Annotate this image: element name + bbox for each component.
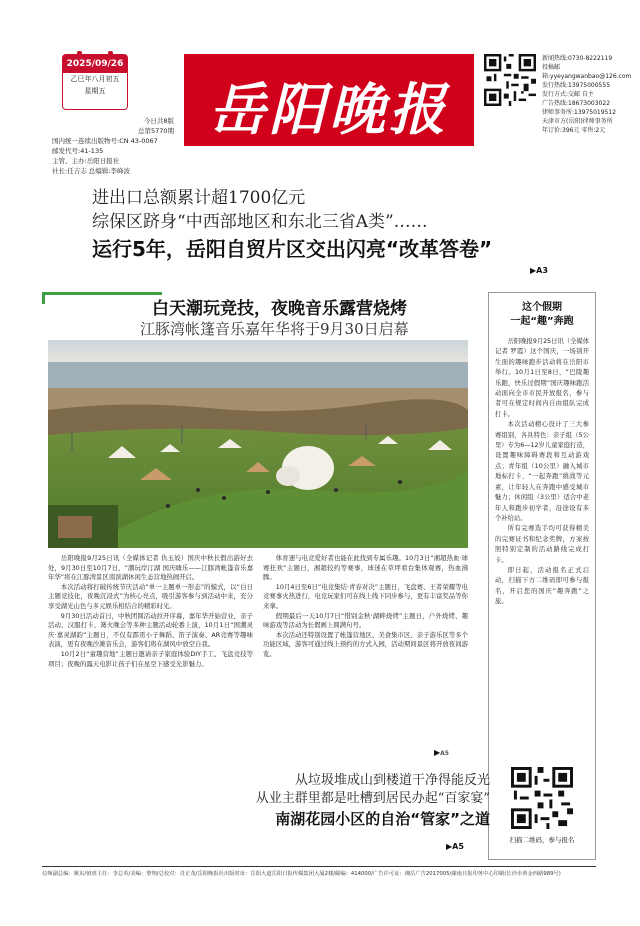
paragraph: 9月30日活动首日，中秋团圆活动拉开序幕，嘉年华开始营业，亲子活动、汉服打卡、篝火晚会等多种主题活动轮番上演，10月1日“国潮灵庆·嘉灵湖韵”主题日，不仅有霹雳小子舞蹈、笛子演奏、AR竞赛等趣味表演，更有夜晚沙滩音乐会，游客们将在湖风中放空自我。 bbox=[48, 611, 253, 649]
editors: 社长:任吉志 总编辑:李峰波 bbox=[52, 167, 130, 175]
bottom-headline[interactable]: 南湖花园小区的自治“管家”之道 bbox=[275, 810, 490, 828]
page-count: 今日共8版 bbox=[143, 117, 174, 125]
qr-caption: 扫描二维码，参与报名 bbox=[509, 836, 575, 844]
bottom-kicker-1: 从垃圾堆成山到楼道干净得能反光 bbox=[294, 773, 490, 788]
paper-title: 岳阳晚报 bbox=[209, 77, 449, 143]
triangle-icon: ▶ bbox=[446, 842, 453, 851]
calendar-ring-icon bbox=[108, 51, 113, 59]
calendar-badge bbox=[62, 54, 128, 110]
paragraph: 假期最后一天10月7日“惜别金秋·湖畔烧烤”主题日，户外烧烤、趣味游戏等活动为长假画上圆满句号。 bbox=[263, 611, 468, 630]
sidebar-story bbox=[488, 292, 596, 860]
paragraph: 所有完赛选手均可获得精美的完赛证书和纪念奖牌，方案按照特别定制的活动路线完成打卡。 bbox=[495, 525, 589, 564]
paragraph: 10月4日至6日“电竞集结·青春对决”主题日，飞盘赛、王者荣耀等电竞赛事火热进行，电竞玩家们可在线上线下同步参与，更有丰富奖品等你来拿。 bbox=[263, 582, 468, 610]
sidebar-title-line-2: 一起“趣”奔跑 bbox=[510, 316, 574, 327]
submission-email: 投稿邮箱:yyeyangwanbao@126.com bbox=[542, 64, 632, 80]
paragraph: 岳阳晚报9月25日讯（全媒体记者 罗霞）这个国庆，一场别开生面的趣味跑步活动将在岳阳市举行。10月1日至8日，“巴陵趣乐跑，快乐过假期”国庆趣味跑活动面向全市市民开放报名，参与者可在规定时间内自由组队完成打卡。 bbox=[495, 338, 589, 418]
distribution-hotline: 发行热线:13975000555 bbox=[542, 82, 611, 89]
triangle-icon: ▶ bbox=[530, 266, 537, 275]
main-story-column-2 bbox=[263, 554, 468, 754]
campsite-photo bbox=[48, 340, 468, 548]
lead-headline[interactable]: 运行5年，岳阳自贸片区交出闪亮“改革答卷” bbox=[92, 237, 493, 261]
main-story bbox=[42, 292, 480, 762]
frame-corner-decoration bbox=[42, 292, 162, 304]
law-firm: 天津市方(岳阳)律师事务所 bbox=[542, 118, 613, 125]
sidebar-body bbox=[495, 337, 589, 782]
footer-credits: 信频副总编：姚东/值班主任：李总英/美编：黎翔/总校对：肖正茂/岳阳晚报社出版时址：岳阳大道岳阳日报传媒集团大厦2楼/邮编：414000/广告许可证：湘岳广告2017005/湖南日报印务中心印刷(长沙市黄金西路989号) bbox=[42, 871, 561, 877]
page-ref-a5-bottom[interactable] bbox=[446, 842, 464, 851]
distribution-method: 发行方式:交邮 自主 bbox=[542, 91, 594, 98]
paragraph: 即日起，活动报名正式启动，扫描下方二维码即可参与报名，开启您的国庆“趣奔跑”之旅。 bbox=[495, 566, 589, 606]
lead-headline-block bbox=[92, 186, 592, 264]
price-info: 年订价:396元 零售:2元 bbox=[542, 127, 606, 134]
lead-kicker-1: 进出口总额累计超1700亿元 bbox=[92, 188, 306, 208]
campsite-photo-illustration bbox=[48, 340, 468, 548]
page-ref-a5-main[interactable] bbox=[434, 748, 449, 757]
registration-qr-code-icon[interactable] bbox=[511, 767, 573, 829]
bottom-headline-block bbox=[256, 772, 490, 830]
page-ref-label: A5 bbox=[452, 842, 464, 851]
page-ref-label: A5 bbox=[440, 750, 449, 757]
calendar-ring-icon bbox=[77, 51, 82, 59]
masthead-logo bbox=[184, 54, 474, 146]
cn-number: 国内统一连续出版物号:CN 43-0067 bbox=[52, 137, 158, 145]
lunar-date: 乙巳年八月初五 bbox=[70, 75, 120, 83]
paragraph: 10月2日“童趣营地”主题日邀请亲子家庭体验DIY手工、飞盘竞技等项目；夜晚的露天电影让孩子们在星空下感受光影魅力。 bbox=[48, 649, 253, 668]
qr-code-icon bbox=[484, 54, 536, 106]
paragraph: 本次活动还特别设置了帐篷营地区、美食集市区、亲子游乐区等多个功能区域，游客可通过线上预约的方式入园，活动期间景区将开放夜间游览。 bbox=[263, 630, 468, 658]
footer-divider bbox=[42, 866, 596, 867]
lead-kicker-2: 综保区跻身“中西部地区和东北三省A类”…… bbox=[92, 212, 428, 232]
main-story-column-1 bbox=[48, 554, 253, 754]
publisher: 主管、主办:岳阳日报社 bbox=[52, 157, 120, 165]
main-story-headline[interactable]: 白天潮玩竞技，夜晚音乐露营烧烤 bbox=[152, 299, 407, 319]
paragraph: 体育速与电竞爱好者也能在此找到专属乐趣。10月3日“湘超热血·球赛狂欢”主题日，湘超较约等赛事，球迷在草坪看台集体观赛，热血沸腾。 bbox=[263, 554, 468, 582]
main-story-subhead: 江豚湾帐篷音乐嘉年华将于9月30日启幕 bbox=[140, 320, 409, 338]
main-story-body bbox=[48, 554, 468, 754]
issue-date: 2025/09/26 bbox=[63, 55, 127, 73]
issue-number: 总第5770期 bbox=[137, 127, 174, 135]
weekday: 星期五 bbox=[84, 87, 106, 95]
law-firm-phone: 律师事务所:13975019512 bbox=[542, 109, 617, 116]
triangle-icon: ▶ bbox=[434, 748, 441, 757]
news-hotline: 新闻热线:0730-8222119 bbox=[542, 55, 613, 62]
paragraph: 本次活动将打破传统节庆活动“单一主题单一形态”的模式，以“白日主题竞技化，夜晚沉浸式”为核心亮点，吸引游客参与到活动中来，充分享受湖光山色与多元娱乐相结合的精彩时光。 bbox=[48, 582, 253, 610]
sidebar-title-line-1: 这个假期 bbox=[522, 302, 562, 313]
masthead bbox=[52, 44, 632, 175]
paragraph: 岳阳晚报9月25日讯（全媒体记者 仇玉姣）国庆中秋长假出游好去处，9月30日至10月7日，“潮玩岸汀湖 国庆嗨乐——江豚湾帐篷音乐嘉年华”将在江豚湾景区南滨湖休闲生态营地热闹开启。 bbox=[48, 554, 253, 582]
page-ref-label: A3 bbox=[536, 266, 548, 275]
publication-info bbox=[52, 116, 174, 176]
page-ref-a3[interactable] bbox=[530, 266, 548, 275]
bottom-kicker-2: 从业主群里都是吐槽到居民办起“百家宴” bbox=[255, 791, 490, 806]
paragraph: 本次活动精心设计了三大参赛组别，各具特色：亲子组（5公里）专为6—12岁儿童家庭打造，设置趣味障碍赛段和互动游戏点；青年组（10公里）融入城市地标打卡、“一起奔跑”挑战等元素，让年轻人在奔跑中感受城市魅力；休闲组（3公里）适合中老年人和跑步初学者，沿途设有多个补给站。 bbox=[495, 421, 589, 522]
sidebar-title[interactable] bbox=[489, 301, 595, 329]
ad-hotline: 广告热线:18673003022 bbox=[542, 100, 611, 107]
contact-info bbox=[542, 54, 640, 135]
postal-code: 邮发代号:41-135 bbox=[52, 147, 104, 155]
